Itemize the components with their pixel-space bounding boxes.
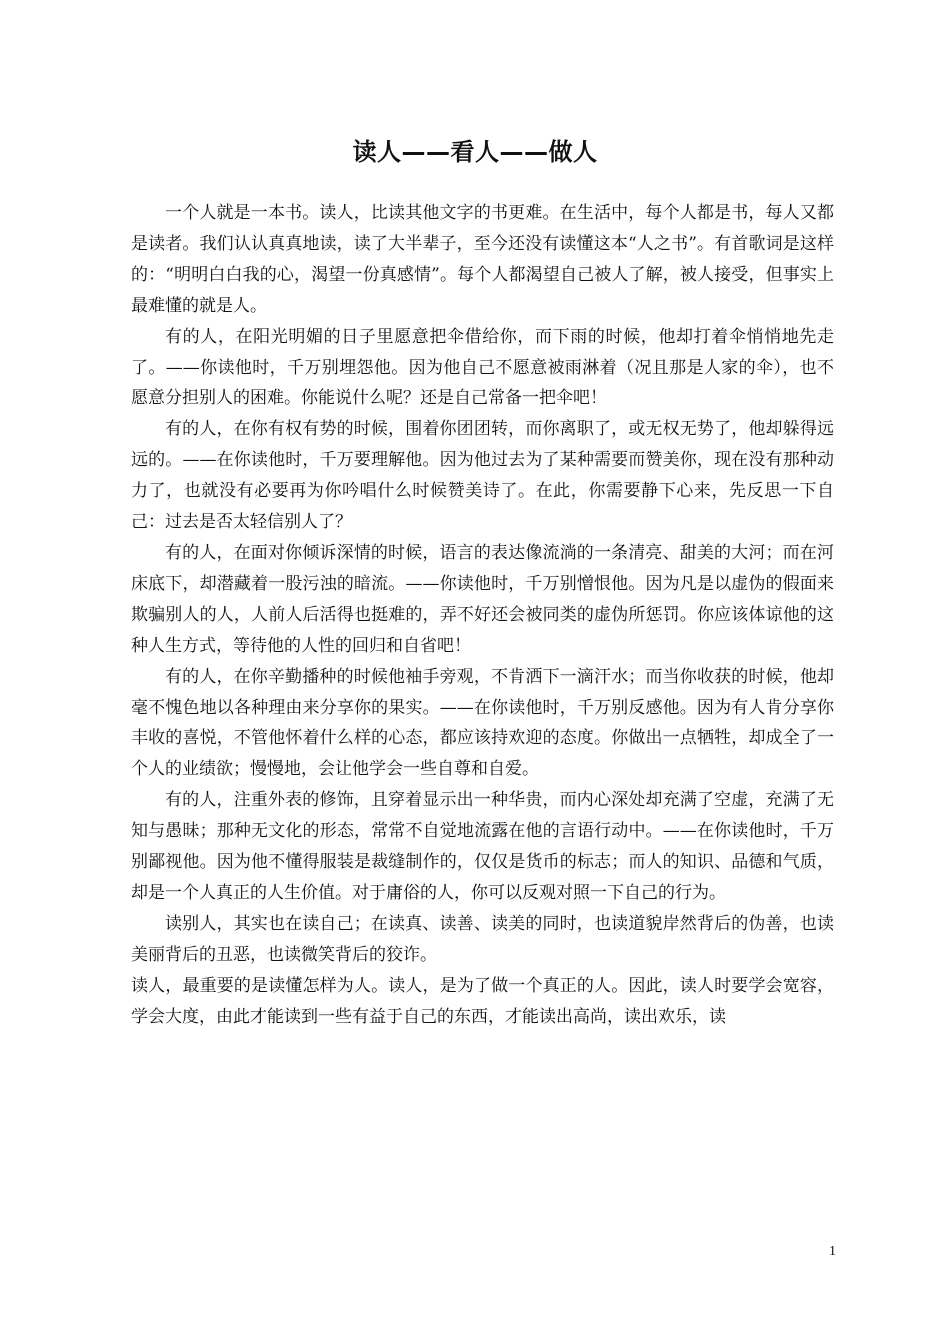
paragraph-5: 有的人，在你辛勤播种的时候他袖手旁观，不肯洒下一滴汗水；而当你收获的时候，他却毫不愧色地以各种理由来分享你的果实。——在你读他时，千万别反感他。因为有人肯分享你丰收的喜悦，不管他怀着什么样的心态，都应该持欢迎的态度。你做出一点牺牲，却成全了一个人的业绩欲；慢慢地，会让他学会一些自尊和自爱。 [131,666,834,780]
paragraph-7: 读别人，其实也在读自己；在读真、读善、读美的同时，也读道貌岸然背后的伪善，也读美丽背后的丑恶，也读微笑背后的狡诈。 [131,913,834,965]
document-body [131,198,834,1032]
document-title: 读人——看人——做人 [352,138,598,166]
paragraph-8: 读人，最重要的是读懂怎样为人。读人，是为了做一个真正的人。因此，读人时要学会宽容，学会大度，由此才能读到一些有益于自己的东西，才能读出高尚，读出欢乐，读 [131,975,834,1027]
page-number: 1 [829,1244,836,1259]
paragraph-1: 一个人就是一本书。读人，比读其他文字的书更难。在生活中，每个人都是书，每人又都是读者。我们认认真真地读，读了大半辈子，至今还没有读懂这本“人之书”。有首歌词是这样的：“明明白白我的心，渴望一份真感情”。每个人都渴望自己被人了解，被人接受，但事实上最难懂的就是人。 [131,203,834,316]
paragraph-2: 有的人，在阳光明媚的日子里愿意把伞借给你，而下雨的时候，他却打着伞悄悄地先走了。——你读他时，千万别埋怨他。因为他自己不愿意被雨淋着（况且那是人家的伞），也不愿意分担别人的困难。你能说什么呢？还是自己常备一把伞吧！ [131,326,834,409]
paragraph-4: 有的人，在面对你倾诉深情的时候，语言的表达像流淌的一条清亮、甜美的大河；而在河床底下，却潜藏着一股污浊的暗流。——你读他时，千万别憎恨他。因为凡是以虚伪的假面来欺骗别人的人，人前人后活得也挺难的，弄不好还会被同类的虚伪所惩罚。你应该体谅他的这种人生方式，等待他的人性的回归和自省吧！ [131,542,834,656]
paragraph-6: 有的人，注重外表的修饰，且穿着显示出一种华贵，而内心深处却充满了空虚，充满了无知与愚昧；那种无文化的形态，常常不自觉地流露在他的言语行动中。——在你读他时，千万别鄙视他。因为他不懂得服装是裁缝制作的，仅仅是货币的标志；而人的知识、品德和气质，却是一个人真正的人生价值。对于庸俗的人，你可以反观对照一下自己的行为。 [131,790,834,903]
paragraph-3: 有的人，在你有权有势的时候，围着你团团转，而你离职了，或无权无势了，他却躲得远远的。——在你读他时，千万要理解他。因为他过去为了某种需要而赞美你，现在没有那种动力了，也就没有必要再为你吟唱什么时候赞美诗了。在此，你需要静下心来，先反思一下自己：过去是否太轻信别人了？ [131,419,834,533]
